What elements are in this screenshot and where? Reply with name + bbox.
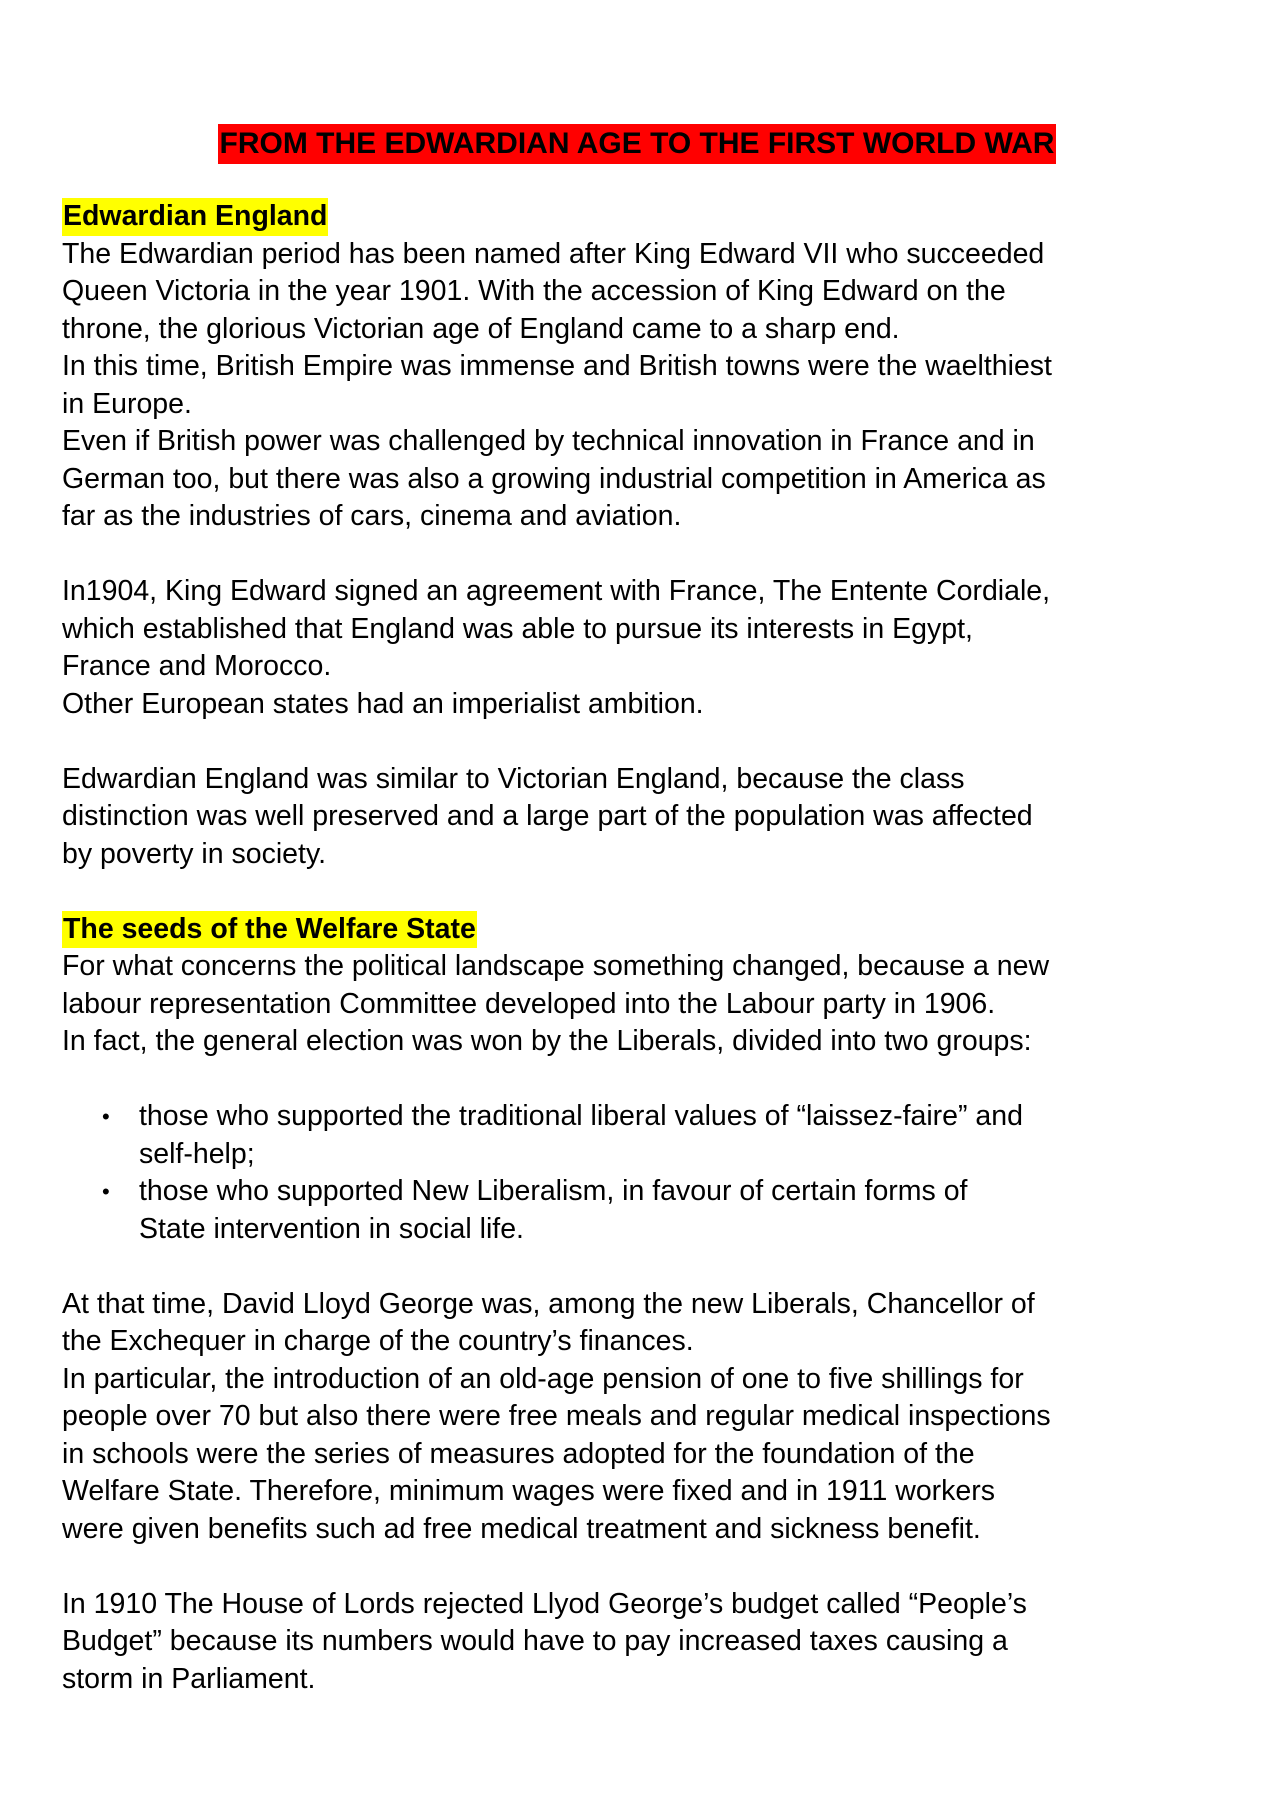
text-line: distinction was well preserved and a large part of the population was affected	[62, 800, 1033, 832]
text-line: were given benefits such ad free medical treatment and sickness benefit.	[62, 1512, 981, 1545]
text-line: self-help;	[139, 1137, 255, 1170]
document-title: FROM THE EDWARDIAN AGE TO THE FIRST WORLD WAR	[218, 124, 1057, 164]
text-line: State intervention in social life.	[139, 1212, 524, 1245]
text-line: throne, the glorious Victorian age of England came to a sharp end.	[62, 312, 900, 345]
paragraph-gap	[62, 536, 1212, 574]
document-page	[62, 124, 1212, 1698]
title-container	[62, 124, 1212, 164]
text-line: For what concerns the political landscape something changed, because a new	[62, 950, 1050, 982]
text-line: Welfare State. Therefore, minimum wages were fixed and in 1911 workers	[62, 1475, 996, 1507]
text-line: by poverty in society.	[62, 837, 327, 870]
text-line: in Europe.	[62, 387, 192, 420]
text-line: The Edwardian period has been named after King Edward VII who succeeded	[62, 237, 1045, 270]
text-line: those who supported the traditional liberal values of “laissez-faire” and	[139, 1100, 1023, 1132]
section-heading: Edwardian England	[62, 198, 328, 236]
text-line: in schools were the series of measures adopted for the foundation of the	[62, 1437, 975, 1470]
section-heading: The seeds of the Welfare State	[62, 911, 477, 949]
text-line: labour representation Committee developed into the Labour party in 1906.	[62, 987, 996, 1020]
text-line: the Exchequer in charge of the country’s finances.	[62, 1325, 694, 1357]
text-line: far as the industries of cars, cinema and aviation.	[62, 500, 682, 532]
list-item	[62, 1173, 1212, 1248]
text-line: At that time, David Lloyd George was, among the new Liberals, Chancellor of	[62, 1287, 1035, 1320]
text-line: In particular, the introduction of an old-age pension of one to five shillings for	[62, 1362, 1024, 1395]
paragraph-gap	[62, 1061, 1212, 1099]
section-welfare-state	[62, 911, 1212, 1699]
paragraph-gap	[62, 1248, 1212, 1286]
section-gap	[62, 873, 1212, 911]
text-line: Queen Victoria in the year 1901. With the accession of King Edward on the	[62, 275, 1006, 307]
text-line: Even if British power was challenged by technical innovation in France and in	[62, 425, 1035, 457]
text-line: Edwardian England was similar to Victorian England, because the class	[62, 762, 965, 795]
text-line: In 1910 The House of Lords rejected Llyod George’s budget called “People’s	[62, 1587, 1027, 1620]
text-line: Budget” because its numbers would have to pay increased taxes causing a	[62, 1625, 1008, 1657]
text-line: In fact, the general election was won by the Liberals, divided into two groups:	[62, 1025, 1032, 1057]
paragraph-gap	[62, 1548, 1212, 1586]
list-item	[62, 1098, 1212, 1173]
text-line: In1904, King Edward signed an agreement with France, The Entente Cordiale,	[62, 575, 1051, 607]
text-line: Other European states had an imperialist ambition.	[62, 687, 704, 720]
text-line: In this time, British Empire was immense and British towns were the waelthiest	[62, 350, 1052, 382]
bullet-icon: •	[102, 1179, 110, 1204]
paragraph-gap	[62, 723, 1212, 761]
bullet-list	[62, 1098, 1212, 1248]
text-line: which established that England was able to pursue its interests in Egypt,	[62, 612, 973, 645]
section-edwardian-england	[62, 198, 1212, 873]
text-line: storm in Parliament.	[62, 1662, 316, 1695]
text-line: those who supported New Liberalism, in favour of certain forms of	[139, 1175, 968, 1207]
bullet-icon: •	[102, 1104, 110, 1129]
text-line: German too, but there was also a growing industrial competition in America as	[62, 462, 1046, 495]
text-line: France and Morocco.	[62, 650, 332, 682]
text-line: people over 70 but also there were free meals and regular medical inspections	[62, 1400, 1051, 1432]
